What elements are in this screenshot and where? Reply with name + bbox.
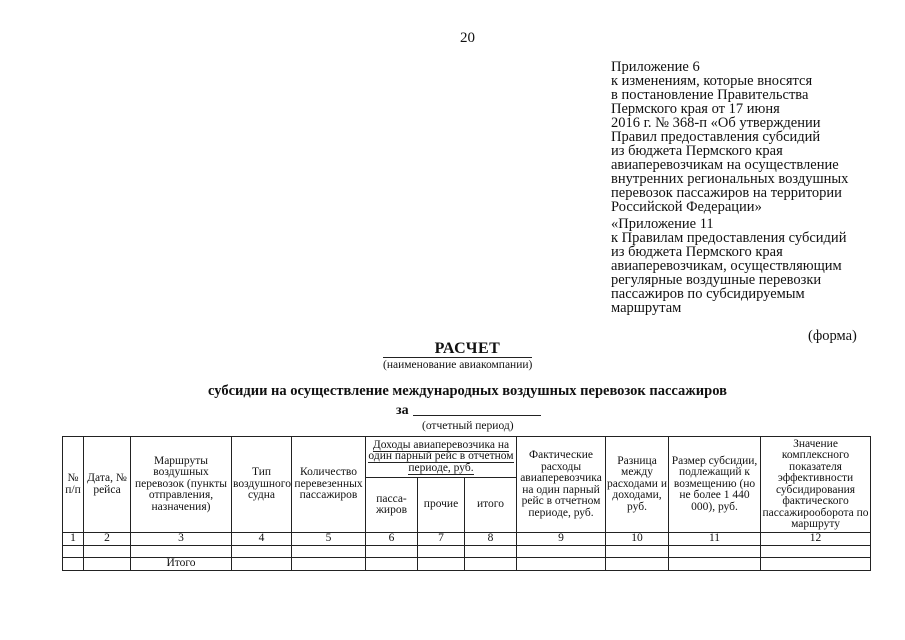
column-number: 5	[292, 533, 366, 546]
table-cell	[63, 545, 84, 557]
company-name-caption: (наименование авиакомпании)	[383, 359, 533, 371]
column-number: 4	[232, 533, 292, 546]
column-number: 11	[669, 533, 761, 546]
header-income-passengers: пасса-жиров	[366, 478, 418, 533]
column-number: 7	[418, 533, 465, 546]
appendix-11-line: пассажиров по субсидируемым	[611, 286, 805, 302]
header-efficiency-index: Значение комплексного показателя эффективности субсидирования фактического пассажирооборота по маршруту	[761, 437, 871, 533]
header-passenger-count: Количество перевезенных пассажиров	[292, 437, 366, 533]
column-number: 1	[63, 533, 84, 546]
table-cell	[761, 545, 871, 557]
appendix-11-line: авиаперевозчикам, осуществляющим	[611, 258, 842, 274]
table-cell	[84, 557, 131, 570]
table-cell	[761, 557, 871, 570]
appendix-6-line: Приложение 6	[611, 59, 700, 75]
table-cell	[292, 557, 366, 570]
table-cell	[517, 545, 606, 557]
table-cell	[517, 557, 606, 570]
appendix-11-line: из бюджета Пермского края	[611, 244, 783, 260]
table-header-row	[63, 437, 871, 478]
header-income-group-label: Доходы авиаперевозчика на один парный рейс в отчетном периоде, руб.	[368, 438, 514, 474]
column-number: 12	[761, 533, 871, 546]
appendix-11-block	[611, 217, 881, 315]
column-number: 2	[84, 533, 131, 546]
table-cell	[465, 557, 517, 570]
appendix-6-line: перевозок пассажиров на территории	[611, 185, 842, 201]
appendix-6-line: внутренних региональных воздушных	[611, 171, 849, 187]
column-number: 8	[465, 533, 517, 546]
table-cell	[131, 545, 232, 557]
calculation-table	[62, 436, 871, 571]
column-numbers-row	[63, 533, 871, 546]
period-caption: (отчетный период)	[422, 420, 514, 432]
table-cell	[232, 545, 292, 557]
column-number: 3	[131, 533, 232, 546]
table-cell	[292, 545, 366, 557]
header-income-total: итого	[465, 478, 517, 533]
table-cell	[232, 557, 292, 570]
page-number: 20	[460, 30, 475, 46]
table-cell	[418, 545, 465, 557]
appendix-11-line: к Правилам предоставления субсидий	[611, 230, 847, 246]
total-label: Итого	[131, 557, 232, 570]
appendix-6-line: Пермского края от 17 июня	[611, 101, 780, 117]
table-row	[63, 545, 871, 557]
header-income-other: прочие	[418, 478, 465, 533]
header-difference: Разница между расходами и доходами, руб.	[606, 437, 669, 533]
table-cell	[366, 557, 418, 570]
header-date-flight: Дата, № рейса	[84, 437, 131, 533]
appendix-6-line: Правил предоставления субсидий	[611, 129, 821, 145]
appendix-11-line: маршрутам	[611, 300, 682, 316]
header-income-group	[366, 437, 517, 478]
appendix-6-line: 2016 г. № 368-п «Об утверждении	[611, 115, 821, 131]
appendix-11-line: регулярные воздушные перевозки	[611, 272, 822, 288]
appendix-6-line: авиаперевозчикам на осуществление	[611, 157, 839, 173]
appendix-6-line: Российской Федерации»	[611, 199, 762, 215]
appendix-11-line: «Приложение 11	[611, 216, 714, 232]
appendix-6-block	[611, 60, 881, 214]
table-cell	[63, 557, 84, 570]
header-aircraft-type: Тип воздушного судна	[232, 437, 292, 533]
appendix-6-line: к изменениям, которые вносятся	[611, 73, 813, 89]
table-cell	[84, 545, 131, 557]
table-cell	[418, 557, 465, 570]
header-subsidy-amount: Размер субсидии, подлежащий к возмещению (но не более 1 440 000), руб.	[669, 437, 761, 533]
column-number: 9	[517, 533, 606, 546]
table-cell	[669, 545, 761, 557]
table-cell	[606, 557, 669, 570]
table-cell	[606, 545, 669, 557]
period-prefix: за	[396, 403, 409, 418]
period-blank-line	[413, 415, 541, 416]
total-row	[63, 557, 871, 570]
table-cell	[669, 557, 761, 570]
table-cell	[465, 545, 517, 557]
document-title: РАСЧЕТ	[434, 340, 501, 357]
header-row-number: № п/п	[63, 437, 84, 533]
table-cell	[366, 545, 418, 557]
appendix-6-line: в постановление Правительства	[611, 87, 809, 103]
appendix-6-line: из бюджета Пермского края	[611, 143, 783, 159]
column-number: 10	[606, 533, 669, 546]
header-actual-expenses: Фактические расходы авиаперевозчика на один парный рейс в отчетном периоде, руб.	[517, 437, 606, 533]
header-routes: Маршруты воздушных перевозок (пункты отправления, назначения)	[131, 437, 232, 533]
document-subtitle: субсидии на осуществление международных воздушных перевозок пассажиров	[208, 383, 727, 399]
column-number: 6	[366, 533, 418, 546]
form-label: (форма)	[808, 328, 857, 344]
